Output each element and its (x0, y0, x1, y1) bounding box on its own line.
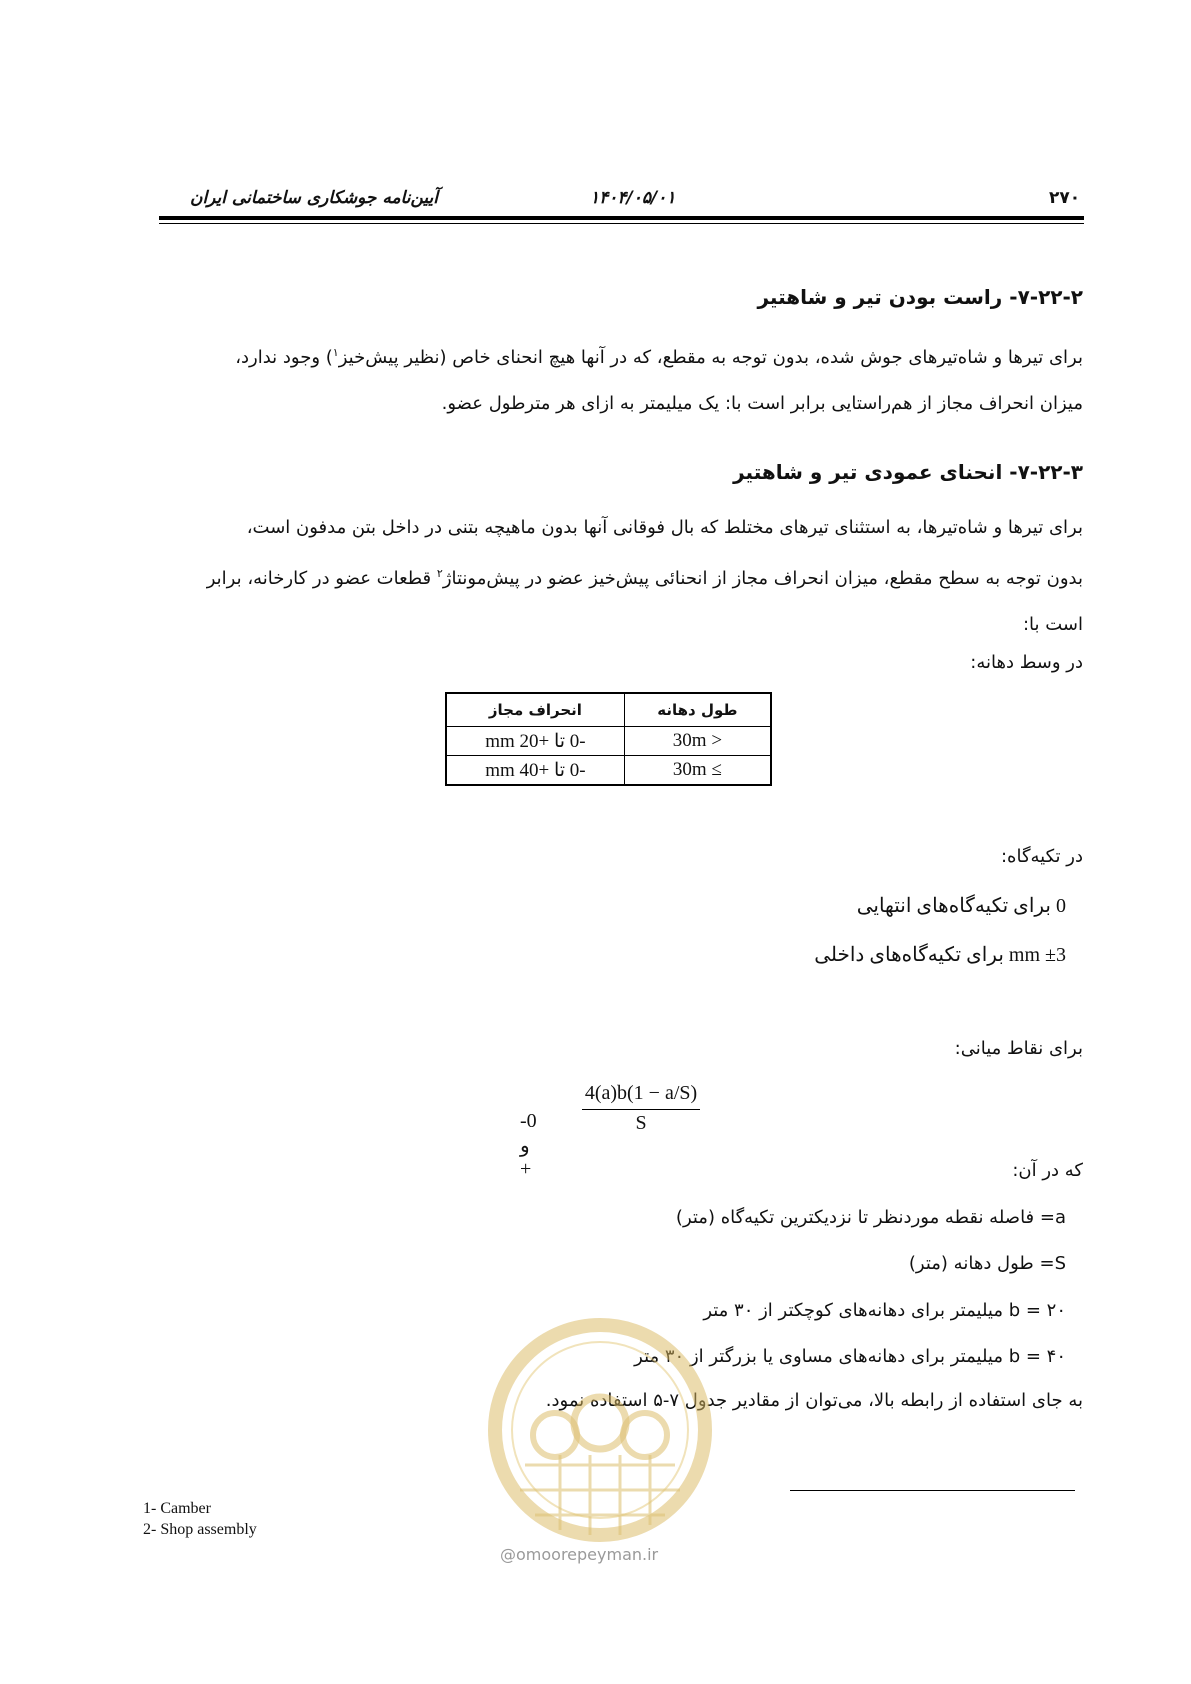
paragraph-camber (133, 505, 1083, 648)
support-end-item: 0 برای تکیه‌گاه‌های انتهایی (856, 895, 1066, 917)
formula-denominator: S (635, 1112, 647, 1134)
header-rule-thick (159, 216, 1084, 220)
footnote-1: 1- Camber (143, 1500, 211, 1517)
running-header-date: ۱۴۰۴/۰۵/۰۱ (590, 188, 676, 208)
column-header-tolerance: انحراف مجاز (446, 693, 624, 727)
watermark-url: @omoorepeyman.ir (500, 1545, 659, 1564)
formula-numerator: 4(a)b(1 − a/S) (582, 1082, 700, 1110)
section-heading-straightness: ۷-۲۲-۲- راست بودن تیر و شاهتیر (757, 285, 1083, 309)
definition-a: a= فاصله نقطه موردنظر تا نزدیکترین تکیه‌گاه (متر) (675, 1207, 1066, 1228)
support-interior-item: ±3 mm برای تکیه‌گاه‌های داخلی (814, 944, 1066, 966)
paragraph-line: برای تیرها و شاه‌تیرها، به استثنای تیرهای مختلط که بال فوقانی آنها بدون ماهیچه بتنی در داخل بتن مدفون است، (246, 517, 1083, 538)
definition-b-large: b = ۴۰ میلیمتر برای دهانه‌های مساوی یا بزرگتر از ۳۰ متر (634, 1346, 1066, 1367)
definition-b-small: b = ۲۰ میلیمتر برای دهانه‌های کوچکتر از ۳۰ متر (703, 1300, 1066, 1321)
paragraph-straightness (133, 330, 1083, 427)
support-label: در تکیه‌گاه: (1000, 846, 1083, 867)
table-header-row (446, 693, 771, 727)
table-row (446, 727, 771, 756)
formula-fraction (582, 1082, 700, 1135)
formula-prefix: -0 و + (520, 1110, 537, 1180)
footnote-ref-2: ۲ (436, 567, 443, 580)
table-cell: -0 تا +40 mm (446, 756, 624, 786)
table-cell: ≥ 30m (624, 756, 771, 786)
paragraph-line: برای تیرها و شاه‌تیرهای جوش شده، بدون توجه به مقطع، که در آنها هیچ انحنای خاص (نظیر پیش‌خیز$^۱$) وجود ندارد، (235, 346, 1083, 368)
paragraph-line: بدون توجه به سطح مقطع، میزان انحراف مجاز از انحنائی پیش‌خیز عضو در پیش‌مونتاژ$^۲$ قطعات عضو در کارخانه، برابر (206, 567, 1083, 589)
where-label: که در آن: (1012, 1160, 1083, 1181)
page-number: ۲۷۰ (1049, 188, 1081, 208)
table-cell: -0 تا +20 mm (446, 727, 624, 756)
watermark-logo (480, 1315, 720, 1575)
running-header-title: آیین‌نامه جوشکاری ساختمانی ایران (189, 188, 438, 208)
table-row (446, 756, 771, 786)
table-cell: < 30m (624, 727, 771, 756)
paragraph-line: میزان انحراف مجاز از هم‌راستایی برابر است با: یک میلیمتر به ازای هر مترطول عضو. (441, 393, 1083, 414)
footnote-2: 2- Shop assembly (143, 1521, 257, 1538)
midspan-label: در وسط دهانه: (970, 652, 1083, 673)
camber-tolerance-table (445, 692, 772, 786)
footnote-ref-1: ۱ (332, 346, 339, 359)
footnote-rule (790, 1490, 1075, 1491)
section-heading-camber: ۷-۲۲-۳- انحنای عمودی تیر و شاهتیر (733, 460, 1083, 484)
header-rule-thin (159, 223, 1084, 224)
intermediate-points-label: برای نقاط میانی: (954, 1038, 1083, 1059)
definition-s: S= طول دهانه (متر) (908, 1253, 1066, 1274)
paragraph-line: است با: (1022, 614, 1083, 635)
closing-sentence: به جای استفاده از رابطه بالا، می‌توان از مقادیر جدول ۷-۵ استفاده نمود. (545, 1390, 1083, 1411)
watermark-at-icon: @ (500, 1545, 516, 1564)
column-header-span-length: طول دهانه (624, 693, 771, 727)
